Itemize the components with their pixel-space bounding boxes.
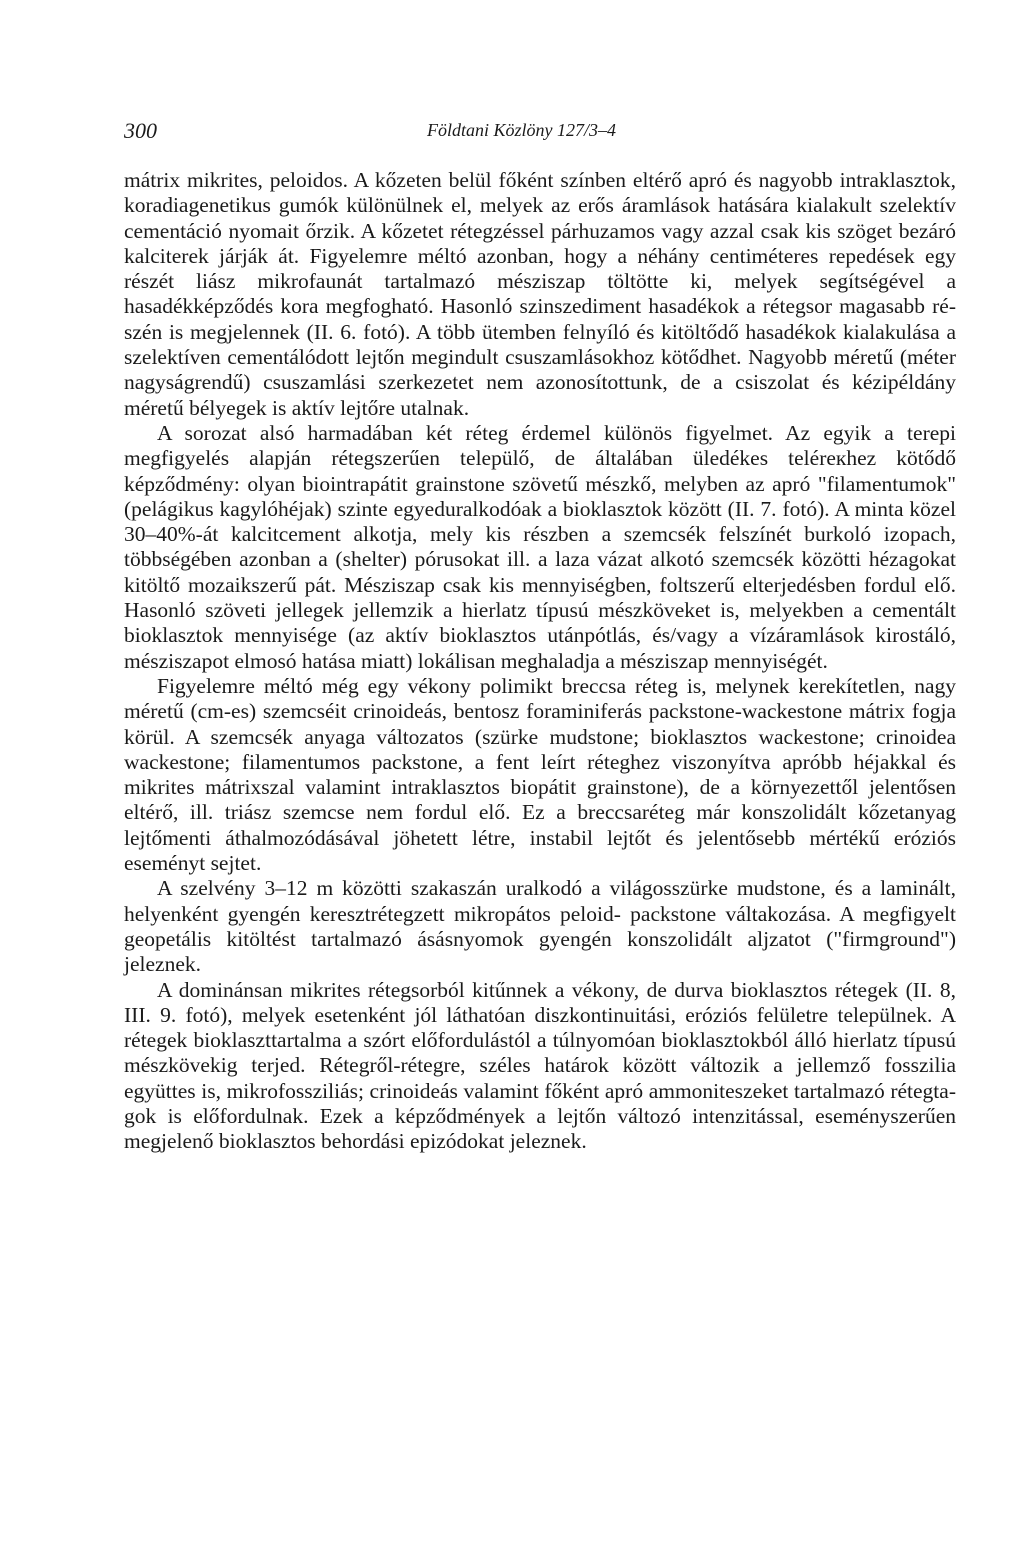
paragraph-1: mátrix mikrites, peloidos. A kőzeten belül főként színben eltérő apró és nagyobb intraklasztok, koradiagenetikus gumók különülnek el, melyek az erős áramlások hatására kialakult szelektív cementáció nyomait őrzik. A kőzetet rétegzéssel párhuzamos vagy azzal csak kis szöget bezáró kalciterek járják át. Figyelemre méltó azonban, hogy a néhány centiméteres repedések egy részét liász mikrofaunát tartalmazó mésziszap töltötte ki, melyek segítségével a hasadékképződés kora megfogható. Hasonló szinszediment hasadékok a rétegsor magasabb részén is megjelennek (II. 6. fotó). A több ütemben felnyíló és kitöltődő hasadékok kialakulása a szelektíven cementálódott lejtőn megindult csuszamlásokhoz kötődhet. Nagyobb méretű (méter nagyságrendű) csuszamlási szerkezetet nem azonosítottunk, de a csiszolat és kézipéldány méretű bélyegek is aktív lejtőre utalnak. (124, 168, 956, 420)
paragraph-3: Figyelemre méltó még egy vékony polimikt breccsa réteg is, melynek kerekítetlen, nagy méretű (cm-es) szemcséit crinoideás, bentosz foraminiferás packstone-wackestone mátrix fogja körül. A szemcsék anyaga változatos (szürke mudstone; bioklasztos wackestone; crinoidea wackestone; filamentumos packstone, a fent leírt réteghez viszonyítva apróbb héjakkal és mikrites mátrixszal valamint intraklasztos biopátit grainstone), de a környezettől jelentősen eltérő, ill. triász szemcse nem fordul elő. Ez a breccsaréteg már konszolidált kőzetanyag lejtőmenti áthalmozódásával jöhetett létre, instabil lejtőt és jelentősebb mértékű eróziós eseményt sejtet. (124, 673, 956, 876)
journal-title: Földtani Közlöny 127/3–4 (427, 120, 616, 140)
document-page (124, 118, 956, 1155)
paragraph-4: A szelvény 3–12 m közötti szakaszán uralkodó a világosszürke mudstone, és a laminált, helyenként gyengén keresztrétegzett mikropátos peloid- packstone váltakozása. A megfigyelt geopetális kitöltést tartalmazó ásásnyomok gyengén konszolidált aljzatot ("firmground") jeleznek. (124, 876, 956, 977)
running-header (124, 118, 956, 148)
paragraph-5: A dominánsan mikrites rétegsorból kitűnnek a vékony, de durva bioklasztos rétegek (II. 8, III. 9. fotó), melyek esetenként jól láthatóan diszkontinuitási, eróziós felületre települnek. A rétegek bioklaszttartalma a szórt előfordulástól a túlnyomóan bioklasztokból álló hierlatz típusú mészkövekig terjed. Rétegről-rétegre, széles határok között változik a jellemző fosszilia együttes is, mikrofossziliás; crinoideás valamint főként apró ammoniteszeket tartalmazó rétegtagok is előfordulnak. Ezek a képződmények a lejtőn változó intenzitással, eseményszerűen megjelenő bioklasztos behordási epizódokat jeleznek. (124, 977, 956, 1154)
body-text (124, 168, 956, 1155)
paragraph-2: A sorozat alsó harmadában két réteg érdemel különös figyelmet. Az egyik a terepi megfigyelés alapján rétegszerűen települő, de általában üledékes teléreкhez kötődő képződmény: olyan biointrapátit grainstone szövetű mészkő, melyben az apró "filamentumok" (pelágikus kagylóhéjak) szinte egyeduralkodóak a bioklasztok között (II. 7. fotó). A minta közel 30–40%-át kalcitcement alkotja, mely kis részben a szemcsék felszínét burkoló izopach, többségében azonban a (shelter) pórusokat ill. a laza vázat alkotó szemcsék közötti hézagokat kitöltő mozaikszerű pát. Mésziszap csak kis mennyiségben, foltszerű elterjedésben fordul elő. Hasonló szöveti jellegek jellemzik a hierlatz típusú mészköveket is, melyekben a cementált bioklasztok mennyisége (az aktív bioklasztos utánpótlás, és/vagy a vízáramlások kirostáló, mésziszapot elmosó hatása miatt) lokálisan meghaladja a mésziszap mennyiségét. (124, 420, 956, 673)
page-number: 300 (124, 118, 157, 143)
